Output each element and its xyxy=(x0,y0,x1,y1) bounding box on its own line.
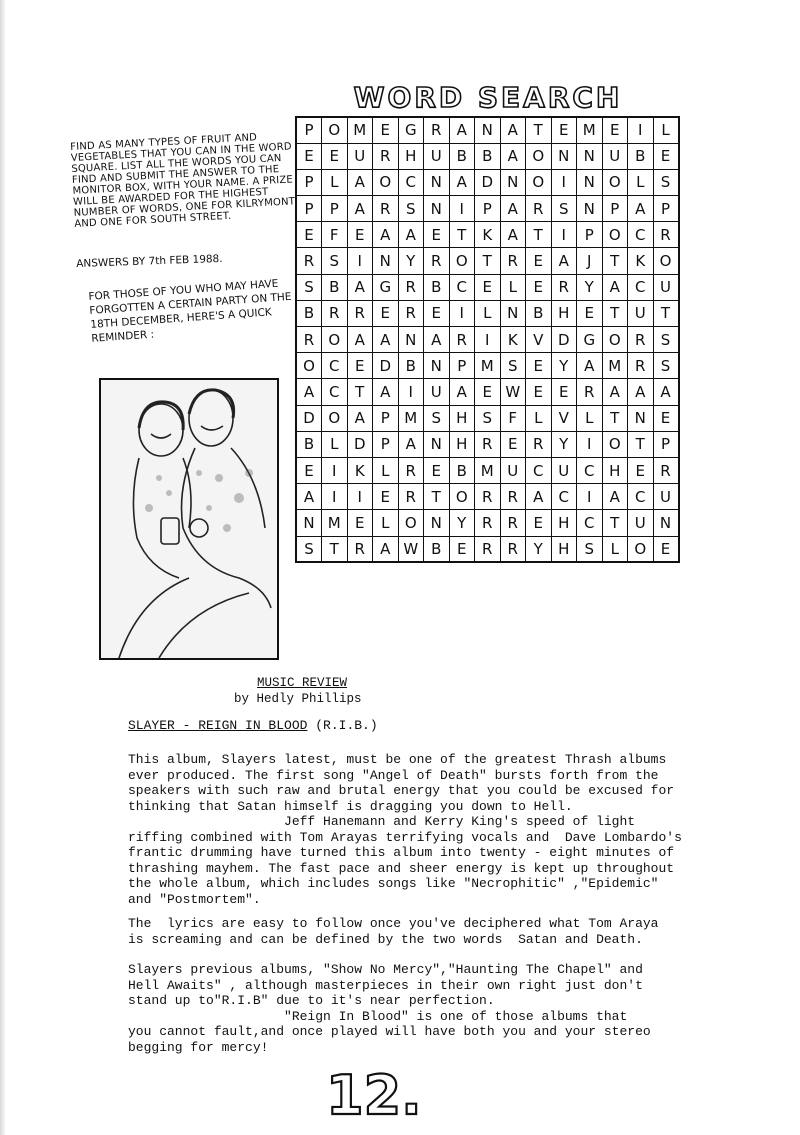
grid-cell: S xyxy=(296,536,322,562)
grid-cell: E xyxy=(424,222,450,248)
grid-cell: T xyxy=(449,222,475,248)
grid-cell: A xyxy=(602,484,628,510)
grid-cell: T xyxy=(475,248,501,274)
grid-cell: M xyxy=(577,117,603,143)
grid-cell: R xyxy=(424,117,450,143)
grid-cell: U xyxy=(551,457,577,483)
grid-cell: U xyxy=(653,274,679,300)
grid-cell: L xyxy=(526,405,552,431)
grid-cell: I xyxy=(577,484,603,510)
grid-cell: F xyxy=(500,405,526,431)
grid-cell: A xyxy=(449,117,475,143)
grid-cell: O xyxy=(296,353,322,379)
grid-cell: A xyxy=(373,536,399,562)
grid-cell: A xyxy=(500,196,526,222)
grid-cell: R xyxy=(322,300,348,326)
grid-cell: P xyxy=(373,431,399,457)
grid-cell: R xyxy=(398,274,424,300)
grid-cell: L xyxy=(628,169,654,195)
grid-cell: R xyxy=(500,510,526,536)
grid-cell: E xyxy=(424,300,450,326)
grid-cell: B xyxy=(449,143,475,169)
grid-cell: E xyxy=(373,300,399,326)
grid-cell: I xyxy=(347,248,373,274)
grid-cell: V xyxy=(526,327,552,353)
grid-cell: U xyxy=(424,143,450,169)
grid-cell: K xyxy=(628,248,654,274)
grid-cell: N xyxy=(296,510,322,536)
grid-cell: L xyxy=(653,117,679,143)
grid-cell: O xyxy=(322,327,348,353)
grid-cell: S xyxy=(551,196,577,222)
grid-cell: N xyxy=(551,143,577,169)
grid-cell: H xyxy=(602,457,628,483)
grid-cell: R xyxy=(628,327,654,353)
grid-cell: E xyxy=(475,274,501,300)
grid-cell: R xyxy=(500,536,526,562)
grid-cell: G xyxy=(577,327,603,353)
grid-row xyxy=(296,536,679,562)
grid-cell: N xyxy=(653,510,679,536)
grid-cell: K xyxy=(500,327,526,353)
grid-cell: G xyxy=(398,117,424,143)
grid-cell: O xyxy=(602,431,628,457)
grid-row xyxy=(296,300,679,326)
grid-cell: C xyxy=(551,484,577,510)
grid-cell: Y xyxy=(577,274,603,300)
grid-cell: O xyxy=(526,169,552,195)
grid-cell: A xyxy=(577,353,603,379)
grid-cell: R xyxy=(577,379,603,405)
grid-cell: Y xyxy=(551,353,577,379)
grid-cell: L xyxy=(373,457,399,483)
review-paragraph-2: Jeff Hanemann and Kerry King's speed of light riffing combined with Tom Arayas terrifying vocals and Dave Lombardo's frantic drumming have turned this album into twenty - eight minutes of thrashing mayhem. The fast pace and sheer energy is kept up throughout the whole album, which includes songs like "Necrophitic" ,"Epidemic" and "Postmortem". xyxy=(128,814,682,907)
grid-cell: B xyxy=(322,274,348,300)
grid-cell: O xyxy=(602,222,628,248)
word-search-grid-container xyxy=(295,116,680,563)
grid-cell: T xyxy=(628,431,654,457)
grid-cell: O xyxy=(526,143,552,169)
grid-cell: M xyxy=(347,117,373,143)
grid-cell: C xyxy=(398,169,424,195)
grid-cell: E xyxy=(322,143,348,169)
party-reminder-text: FOR THOSE OF YOU WHO MAY HAVE FORGOTTEN A CERTAIN PARTY ON THE 18TH DECEMBER, HERE'S A QUICK REMINDER : xyxy=(88,277,292,345)
grid-cell: B xyxy=(424,274,450,300)
grid-cell: P xyxy=(373,405,399,431)
grid-cell: E xyxy=(296,143,322,169)
grid-cell: I xyxy=(551,222,577,248)
page-number xyxy=(322,1062,442,1122)
grid-cell: P xyxy=(653,431,679,457)
grid-cell: R xyxy=(373,196,399,222)
grid-cell: G xyxy=(373,274,399,300)
grid-cell: I xyxy=(449,300,475,326)
grid-cell: R xyxy=(296,248,322,274)
grid-cell: T xyxy=(602,510,628,536)
grid-cell: D xyxy=(373,353,399,379)
grid-cell: O xyxy=(373,169,399,195)
grid-cell: O xyxy=(322,405,348,431)
grid-cell: F xyxy=(322,222,348,248)
grid-cell: A xyxy=(373,379,399,405)
grid-cell: R xyxy=(296,327,322,353)
grid-cell: A xyxy=(526,484,552,510)
grid-cell: O xyxy=(628,536,654,562)
grid-cell: E xyxy=(551,379,577,405)
grid-cell: T xyxy=(424,484,450,510)
grid-cell: A xyxy=(449,379,475,405)
grid-cell: H xyxy=(398,143,424,169)
grid-cell: P xyxy=(653,196,679,222)
review-paragraph-1: This album, Slayers latest, must be one of the greatest Thrash albums ever produced. The first song "Angel of Death" bursts forth from the speakers with such raw and brutal energy that you could be excused for thinking that Satan himself is dragging you down to Hell. xyxy=(128,752,675,814)
grid-cell: C xyxy=(322,353,348,379)
word-search-title xyxy=(338,78,638,114)
grid-cell: Y xyxy=(449,510,475,536)
grid-cell: R xyxy=(424,248,450,274)
grid-cell: I xyxy=(475,327,501,353)
review-paragraph-3: The lyrics are easy to follow once you've deciphered what Tom Araya is screaming and can be defined by the two words Satan and Death. xyxy=(128,916,659,947)
grid-cell: H xyxy=(449,431,475,457)
grid-row xyxy=(296,327,679,353)
grid-cell: E xyxy=(449,536,475,562)
grid-cell: A xyxy=(373,222,399,248)
grid-cell: M xyxy=(322,510,348,536)
album-abbreviation: (R.I.B.) xyxy=(307,718,378,733)
grid-cell: N xyxy=(424,431,450,457)
grid-cell: A xyxy=(373,327,399,353)
grid-cell: L xyxy=(475,300,501,326)
grid-cell: T xyxy=(602,300,628,326)
grid-cell: I xyxy=(449,196,475,222)
grid-cell: B xyxy=(526,300,552,326)
grid-cell: J xyxy=(577,248,603,274)
grid-cell: N xyxy=(577,196,603,222)
grid-cell: C xyxy=(322,379,348,405)
grid-cell: E xyxy=(526,248,552,274)
grid-cell: E xyxy=(628,457,654,483)
grid-cell: N xyxy=(424,196,450,222)
grid-cell: A xyxy=(347,169,373,195)
grid-cell: R xyxy=(398,484,424,510)
grid-cell: I xyxy=(551,169,577,195)
grid-cell: R xyxy=(500,248,526,274)
grid-cell: B xyxy=(628,143,654,169)
grid-cell: C xyxy=(526,457,552,483)
grid-row xyxy=(296,379,679,405)
grid-cell: N xyxy=(424,353,450,379)
grid-cell: E xyxy=(296,222,322,248)
grid-cell: C xyxy=(628,484,654,510)
word-search-title-text: WORD SEARCH xyxy=(353,81,623,114)
grid-cell: R xyxy=(449,327,475,353)
review-byline: by Hedly Phillips xyxy=(234,692,362,706)
grid-cell: L xyxy=(373,510,399,536)
grid-row xyxy=(296,248,679,274)
grid-cell: N xyxy=(373,248,399,274)
grid-cell: O xyxy=(449,248,475,274)
grid-row xyxy=(296,117,679,143)
grid-cell: A xyxy=(347,327,373,353)
grid-cell: B xyxy=(475,143,501,169)
grid-row xyxy=(296,405,679,431)
grid-cell: R xyxy=(398,300,424,326)
grid-row xyxy=(296,484,679,510)
grid-cell: D xyxy=(475,169,501,195)
grid-cell: S xyxy=(653,169,679,195)
grid-cell: S xyxy=(653,353,679,379)
grid-row xyxy=(296,510,679,536)
grid-cell: E xyxy=(475,379,501,405)
grid-row xyxy=(296,196,679,222)
grid-cell: T xyxy=(322,536,348,562)
grid-cell: B xyxy=(296,300,322,326)
grid-cell: E xyxy=(347,353,373,379)
grid-cell: O xyxy=(322,117,348,143)
grid-cell: A xyxy=(347,405,373,431)
grid-cell: A xyxy=(551,248,577,274)
grid-cell: N xyxy=(500,169,526,195)
grid-cell: O xyxy=(398,510,424,536)
grid-cell: D xyxy=(551,327,577,353)
grid-cell: C xyxy=(577,510,603,536)
grid-cell: A xyxy=(653,379,679,405)
grid-cell: I xyxy=(577,431,603,457)
grid-cell: S xyxy=(500,353,526,379)
grid-cell: L xyxy=(577,405,603,431)
grid-cell: Y xyxy=(398,248,424,274)
review-paragraph-4: Slayers previous albums, "Show No Mercy","Haunting The Chapel" and Hell Awaits" , although masterpieces in their own right just don't stand up to"R.I.B" due to it's near perfection. "Reign In Blood" is one of those albums that you cannot fault,and once played will have both you and your stereo begging for mercy! xyxy=(128,962,651,1055)
grid-row xyxy=(296,431,679,457)
grid-cell: A xyxy=(296,379,322,405)
grid-cell: E xyxy=(296,457,322,483)
grid-cell: P xyxy=(577,222,603,248)
grid-cell: E xyxy=(526,353,552,379)
grid-cell: N xyxy=(577,169,603,195)
grid-cell: T xyxy=(653,300,679,326)
grid-cell: N xyxy=(628,405,654,431)
grid-cell: Y xyxy=(526,536,552,562)
grid-cell: R xyxy=(551,274,577,300)
grid-cell: A xyxy=(347,196,373,222)
grid-cell: P xyxy=(322,196,348,222)
grid-cell: S xyxy=(475,405,501,431)
grid-cell: R xyxy=(398,457,424,483)
album-name: SLAYER - REIGN IN BLOOD xyxy=(128,718,308,733)
grid-cell: R xyxy=(475,536,501,562)
grid-cell: O xyxy=(602,327,628,353)
grid-cell: Y xyxy=(551,431,577,457)
grid-cell: H xyxy=(551,510,577,536)
grid-cell: S xyxy=(322,248,348,274)
grid-row xyxy=(296,457,679,483)
grid-cell: R xyxy=(500,484,526,510)
grid-cell: T xyxy=(602,248,628,274)
grid-cell: U xyxy=(347,143,373,169)
grid-cell: W xyxy=(500,379,526,405)
grid-cell: C xyxy=(628,274,654,300)
grid-cell: B xyxy=(424,536,450,562)
grid-cell: N xyxy=(577,143,603,169)
grid-cell: A xyxy=(628,379,654,405)
grid-cell: P xyxy=(449,353,475,379)
grid-cell: E xyxy=(373,484,399,510)
grid-cell: U xyxy=(424,379,450,405)
grid-cell: E xyxy=(526,274,552,300)
grid-cell: R xyxy=(347,300,373,326)
grid-cell: R xyxy=(653,457,679,483)
grid-cell: N xyxy=(398,327,424,353)
grid-cell: B xyxy=(398,353,424,379)
grid-cell: H xyxy=(551,536,577,562)
grid-cell: I xyxy=(628,117,654,143)
grid-cell: U xyxy=(628,300,654,326)
grid-cell: R xyxy=(475,484,501,510)
grid-cell: E xyxy=(373,117,399,143)
grid-cell: P xyxy=(475,196,501,222)
grid-cell: T xyxy=(526,222,552,248)
grid-cell: E xyxy=(347,510,373,536)
grid-cell: A xyxy=(296,484,322,510)
grid-cell: E xyxy=(526,379,552,405)
grid-cell: E xyxy=(577,300,603,326)
grid-cell: K xyxy=(475,222,501,248)
grid-cell: T xyxy=(526,117,552,143)
grid-cell: A xyxy=(347,274,373,300)
grid-cell: M xyxy=(475,457,501,483)
grid-cell: A xyxy=(602,379,628,405)
grid-cell: M xyxy=(398,405,424,431)
grid-cell: N xyxy=(500,300,526,326)
grid-cell: L xyxy=(602,536,628,562)
grid-cell: V xyxy=(551,405,577,431)
grid-row xyxy=(296,274,679,300)
grid-row xyxy=(296,353,679,379)
grid-cell: I xyxy=(347,484,373,510)
grid-cell: I xyxy=(322,484,348,510)
answers-deadline: ANSWERS BY 7th FEB 1988. xyxy=(76,252,223,270)
grid-cell: H xyxy=(551,300,577,326)
grid-cell: R xyxy=(373,143,399,169)
grid-cell: S xyxy=(577,536,603,562)
grid-cell: B xyxy=(296,431,322,457)
grid-cell: S xyxy=(296,274,322,300)
grid-cell: A xyxy=(398,431,424,457)
grid-cell: R xyxy=(653,222,679,248)
grid-cell: R xyxy=(475,510,501,536)
grid-cell: O xyxy=(602,169,628,195)
grid-cell: N xyxy=(424,510,450,536)
page-number-text: 12. xyxy=(326,1064,422,1122)
grid-cell: P xyxy=(296,117,322,143)
grid-cell: A xyxy=(398,222,424,248)
grid-cell: R xyxy=(628,353,654,379)
grid-cell: A xyxy=(424,327,450,353)
grid-cell: W xyxy=(398,536,424,562)
grid-cell: U xyxy=(653,484,679,510)
grid-cell: A xyxy=(500,117,526,143)
grid-cell: E xyxy=(653,405,679,431)
grid-cell: N xyxy=(424,169,450,195)
grid-cell: O xyxy=(449,484,475,510)
grid-row xyxy=(296,143,679,169)
grid-cell: R xyxy=(347,536,373,562)
grid-cell: E xyxy=(602,117,628,143)
grid-cell: I xyxy=(322,457,348,483)
grid-cell: U xyxy=(500,457,526,483)
grid-cell: A xyxy=(500,222,526,248)
grid-cell: U xyxy=(602,143,628,169)
grid-cell: R xyxy=(526,431,552,457)
grid-cell: S xyxy=(424,405,450,431)
grid-row xyxy=(296,222,679,248)
grid-cell: A xyxy=(449,169,475,195)
grid-cell: C xyxy=(577,457,603,483)
word-search-grid xyxy=(295,116,680,563)
grid-cell: L xyxy=(500,274,526,300)
grid-cell: P xyxy=(602,196,628,222)
grid-cell: T xyxy=(602,405,628,431)
grid-cell: S xyxy=(398,196,424,222)
grid-cell: A xyxy=(628,196,654,222)
grid-cell: C xyxy=(628,222,654,248)
grid-cell: E xyxy=(347,222,373,248)
grid-cell: A xyxy=(602,274,628,300)
grid-cell: E xyxy=(424,457,450,483)
grid-cell: L xyxy=(322,169,348,195)
grid-cell: E xyxy=(500,431,526,457)
grid-cell: H xyxy=(449,405,475,431)
grid-cell: A xyxy=(500,143,526,169)
grid-cell: D xyxy=(296,405,322,431)
review-heading: MUSIC REVIEW xyxy=(257,676,348,690)
grid-cell: R xyxy=(526,196,552,222)
grid-cell: K xyxy=(347,457,373,483)
grid-cell: N xyxy=(475,117,501,143)
grid-cell: E xyxy=(653,143,679,169)
grid-cell: U xyxy=(628,510,654,536)
grid-cell: E xyxy=(526,510,552,536)
grid-cell: L xyxy=(322,431,348,457)
page-edge-shadow xyxy=(0,0,6,1135)
grid-cell: D xyxy=(347,431,373,457)
grid-cell: M xyxy=(475,353,501,379)
grid-row xyxy=(296,169,679,195)
grid-cell: E xyxy=(653,536,679,562)
grid-cell: S xyxy=(653,327,679,353)
grid-cell: O xyxy=(653,248,679,274)
grid-cell: C xyxy=(449,274,475,300)
album-title xyxy=(128,718,378,733)
grid-cell: E xyxy=(551,117,577,143)
grid-cell: B xyxy=(449,457,475,483)
grid-cell: R xyxy=(475,431,501,457)
party-photo xyxy=(99,378,279,660)
grid-cell: P xyxy=(296,169,322,195)
grid-cell: M xyxy=(602,353,628,379)
grid-cell: I xyxy=(398,379,424,405)
grid-cell: P xyxy=(296,196,322,222)
grid-cell: T xyxy=(347,379,373,405)
instructions-text: FIND AS MANY TYPES OF FRUIT AND VEGETABLES THAT YOU CAN IN THE WORD SQUARE. LIST ALL THE WORDS YOU CAN FIND AND SUBMIT THE ANSWER TO THE MONITOR BOX, WITH YOUR NAME. A PRIZE WILL BE AWARDED FOR THE HIGHEST NUMBER OF WORDS, ONE FOR KILRYMONT AND ONE FOR SOUTH STREET. xyxy=(70,132,296,230)
